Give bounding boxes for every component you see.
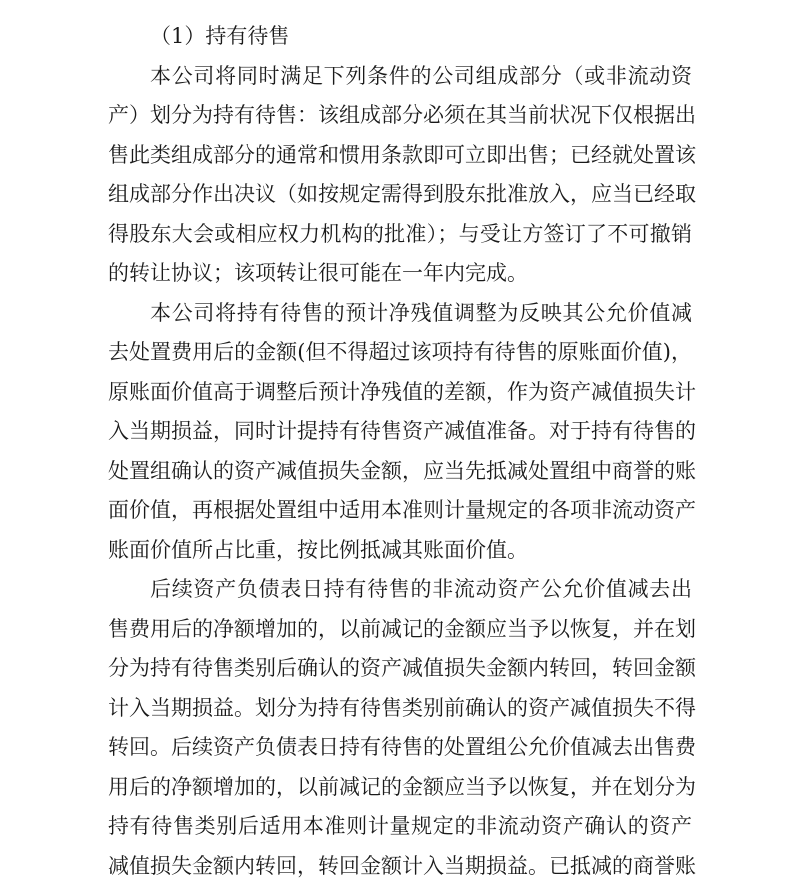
paragraph-line: 售费用后的净额增加的，以前减记的金额应当予以恢复，并在划 — [108, 617, 696, 641]
paragraph-line: 的转让协议；该项转让很可能在一年内完成。 — [108, 261, 528, 285]
section-heading: （1）持有待售 — [150, 24, 290, 48]
paragraph-line: 得股东大会或相应权力机构的批准）；与受让方签订了不可撤销 — [108, 222, 692, 246]
paragraph-line: 售此类组成部分的通常和惯用条款即可立即出售；已经就处置该 — [108, 143, 696, 167]
paragraph-line: 去处置费用后的金额(但不得超过该项持有待售的原账面价值)， — [108, 340, 692, 364]
paragraph-line: 本公司将同时满足下列条件的公司组成部分（或非流动资 — [150, 64, 692, 88]
paragraph-line: 处置组确认的资产减值损失金额，应当先抵减处置组中商誉的账 — [108, 459, 696, 483]
paragraph-line: 计入当期损益。划分为持有待售类别前确认的资产减值损失不得 — [108, 696, 696, 720]
paragraph-line: 后续资产负债表日持有待售的非流动资产公允价值减去出 — [150, 577, 692, 601]
paragraph-line: 减值损失金额内转回，转回金额计入当期损益。已抵减的商誉账 — [108, 854, 696, 878]
paragraph-line: 用后的净额增加的，以前减记的金额应当予以恢复，并在划分为 — [108, 775, 696, 799]
paragraph-line: 转回。后续资产负债表日持有待售的处置组公允价值减去出售费 — [108, 735, 696, 759]
paragraph-line: 原账面价值高于调整后预计净残值的差额，作为资产减值损失计 — [108, 380, 696, 404]
paragraph-line: 持有待售类别后适用本准则计量规定的非流动资产确认的资产 — [108, 814, 692, 838]
paragraph-line: 产）划分为持有待售：该组成部分必须在其当前状况下仅根据出 — [108, 103, 696, 127]
paragraph-line: 账面价值所占比重，按比例抵减其账面价值。 — [108, 538, 528, 562]
paragraph-line: 组成部分作出决议（如按规定需得到股东批准放入，应当已经取 — [108, 182, 696, 206]
paragraph-line: 本公司将持有待售的预计净残值调整为反映其公允价值减 — [150, 301, 692, 325]
paragraph-line: 入当期损益，同时计提持有待售资产减值准备。对于持有待售的 — [108, 419, 696, 443]
paragraph-line: 分为持有待售类别后确认的资产减值损失金额内转回，转回金额 — [108, 656, 696, 680]
paragraph-line: 面价值，再根据处置组中适用本准则计量规定的各项非流动资产 — [108, 498, 696, 522]
